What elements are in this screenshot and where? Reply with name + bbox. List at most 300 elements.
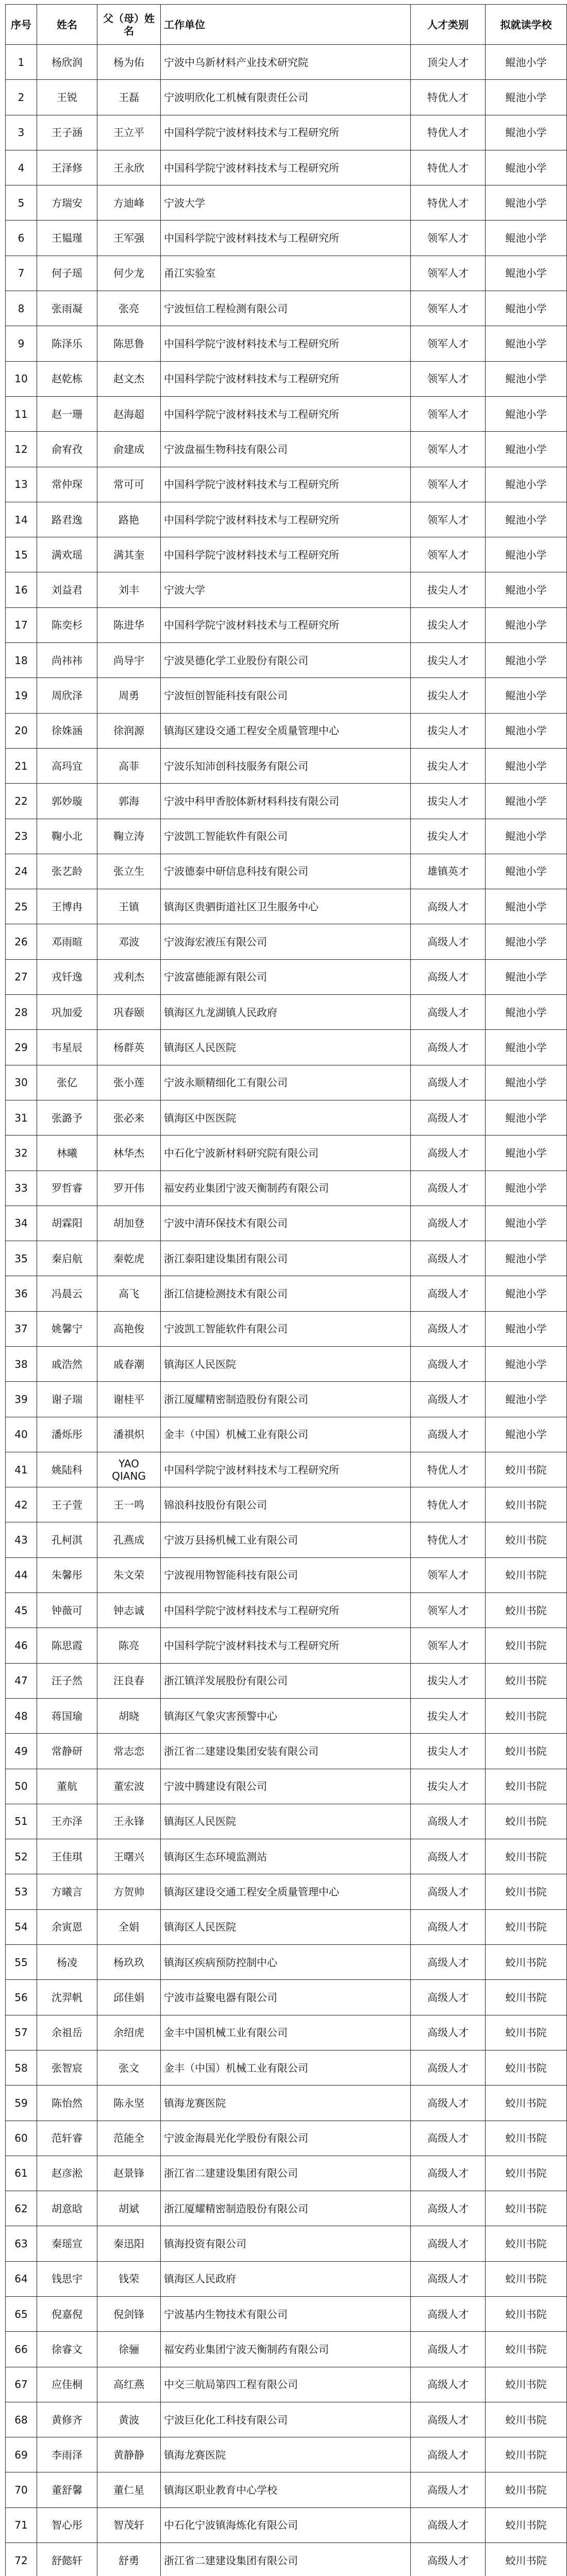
row-unit: 宁波视用物智能科技有限公司 — [161, 1557, 411, 1592]
row-no: 4 — [6, 150, 37, 185]
row-no: 7 — [6, 256, 37, 291]
row-type: 拔尖人才 — [411, 819, 486, 854]
row-school: 蛟川书院 — [486, 1522, 567, 1557]
row-school: 鲲池小学 — [486, 713, 567, 748]
row-school: 蛟川书院 — [486, 2156, 567, 2191]
row-no: 22 — [6, 784, 37, 819]
row-school: 鲲池小学 — [486, 995, 567, 1030]
table-row — [6, 396, 567, 431]
row-school: 鲲池小学 — [486, 854, 567, 889]
table-row — [6, 2121, 567, 2156]
row-type: 高级人才 — [411, 2507, 486, 2543]
row-school: 鲲池小学 — [486, 607, 567, 642]
row-no: 17 — [6, 607, 37, 642]
row-unit: 宁波恒信工程检测有限公司 — [161, 291, 411, 326]
row-no: 21 — [6, 748, 37, 783]
row-parent: 王永欣 — [97, 150, 161, 185]
header-type: 人才类别 — [411, 5, 486, 45]
row-no: 38 — [6, 1346, 37, 1381]
row-name: 徐睿文 — [37, 2332, 97, 2367]
row-parent: 朱文荣 — [97, 1557, 161, 1592]
row-school: 鲲池小学 — [486, 1171, 567, 1206]
row-name: 刘益君 — [37, 572, 97, 607]
row-school: 鲲池小学 — [486, 572, 567, 607]
row-name: 冯晨云 — [37, 1276, 97, 1311]
table-row — [6, 1136, 567, 1171]
table-row — [6, 1417, 567, 1452]
row-school: 鲲池小学 — [486, 1311, 567, 1346]
table-row — [6, 256, 567, 291]
row-unit: 中国科学院宁波材料技术与工程研究所 — [161, 326, 411, 361]
row-school: 蛟川书院 — [486, 1663, 567, 1698]
table-row — [6, 1452, 567, 1487]
row-no: 13 — [6, 467, 37, 502]
row-type: 特优人才 — [411, 1522, 486, 1557]
row-name: 孔柯淇 — [37, 1522, 97, 1557]
row-parent: 全娟 — [97, 1909, 161, 1944]
row-unit: 浙江泰阳建设集团有限公司 — [161, 1241, 411, 1276]
row-school: 蛟川书院 — [486, 1839, 567, 1874]
row-type: 领军人才 — [411, 326, 486, 361]
row-unit: 宁波盘福生物科技有限公司 — [161, 432, 411, 467]
row-unit: 宁波大学 — [161, 572, 411, 607]
row-no: 43 — [6, 1522, 37, 1557]
row-unit: 浙江信捷检测技术有限公司 — [161, 1276, 411, 1311]
table-row — [6, 1065, 567, 1100]
table-row — [6, 1698, 567, 1733]
row-type: 高级人才 — [411, 1382, 486, 1417]
row-type: 高级人才 — [411, 1311, 486, 1346]
row-name: 周欣泽 — [37, 678, 97, 713]
row-unit: 中国科学院宁波材料技术与工程研究所 — [161, 502, 411, 537]
row-unit: 中石化宁波镇海炼化有限公司 — [161, 2507, 411, 2543]
row-name: 王子萱 — [37, 1487, 97, 1522]
row-parent: 陈亮 — [97, 1628, 161, 1663]
talent-children-table — [5, 4, 567, 2576]
row-type: 特优人才 — [411, 1487, 486, 1522]
row-school: 鲲池小学 — [486, 80, 567, 115]
row-school: 蛟川书院 — [486, 2332, 567, 2367]
table-row — [6, 572, 567, 607]
row-type: 高级人才 — [411, 1417, 486, 1452]
row-no: 57 — [6, 2015, 37, 2050]
row-name: 赵一珊 — [37, 396, 97, 431]
row-no: 45 — [6, 1593, 37, 1628]
row-no: 31 — [6, 1100, 37, 1135]
table-row — [6, 2050, 567, 2085]
row-type: 高级人才 — [411, 1909, 486, 1944]
row-no: 15 — [6, 537, 37, 572]
row-type: 特优人才 — [411, 150, 486, 185]
row-unit: 中国科学院宁波材料技术与工程研究所 — [161, 115, 411, 150]
row-school: 鲲池小学 — [486, 1382, 567, 1417]
table-row — [6, 291, 567, 326]
row-name: 董舒馨 — [37, 2472, 97, 2507]
row-type: 特优人才 — [411, 1452, 486, 1487]
row-name: 王锐 — [37, 80, 97, 115]
row-type: 领军人才 — [411, 432, 486, 467]
row-school: 蛟川书院 — [486, 2015, 567, 2050]
row-no: 50 — [6, 1769, 37, 1804]
row-no: 48 — [6, 1698, 37, 1733]
row-no: 6 — [6, 221, 37, 256]
row-parent: 刘丰 — [97, 572, 161, 607]
row-no: 46 — [6, 1628, 37, 1663]
row-school: 鲲池小学 — [486, 291, 567, 326]
table-row — [6, 1030, 567, 1065]
row-unit: 镇海投资有限公司 — [161, 2226, 411, 2261]
table-row — [6, 1593, 567, 1628]
row-school: 鲲池小学 — [486, 889, 567, 924]
row-parent: 倪剑锋 — [97, 2297, 161, 2332]
row-no: 39 — [6, 1382, 37, 1417]
row-school: 蛟川书院 — [486, 2086, 567, 2121]
row-type: 高级人才 — [411, 1030, 486, 1065]
row-school: 蛟川书院 — [486, 1698, 567, 1733]
row-name: 胡意晗 — [37, 2191, 97, 2226]
row-no: 53 — [6, 1874, 37, 1909]
row-parent: 高菲 — [97, 748, 161, 783]
row-parent: 张文 — [97, 2050, 161, 2085]
table-row — [6, 361, 567, 396]
row-type: 拔尖人才 — [411, 1698, 486, 1733]
row-parent: 赵海超 — [97, 396, 161, 431]
row-no: 33 — [6, 1171, 37, 1206]
row-unit: 镇海区人民政府 — [161, 2261, 411, 2296]
row-name: 蒋国瑜 — [37, 1698, 97, 1733]
row-name: 钟薇可 — [37, 1593, 97, 1628]
row-parent: 赵文杰 — [97, 361, 161, 396]
row-type: 特优人才 — [411, 80, 486, 115]
row-type: 拔尖人才 — [411, 1734, 486, 1769]
row-name: 秦启航 — [37, 1241, 97, 1276]
row-school: 鲲池小学 — [486, 959, 567, 994]
row-parent: 陈进华 — [97, 607, 161, 642]
table-row — [6, 80, 567, 115]
table-row — [6, 2472, 567, 2507]
row-no: 49 — [6, 1734, 37, 1769]
row-school: 鲲池小学 — [486, 819, 567, 854]
row-parent: 杨为佑 — [97, 45, 161, 80]
row-no: 11 — [6, 396, 37, 431]
row-parent: 孔燕成 — [97, 1522, 161, 1557]
row-name: 邓雨暄 — [37, 924, 97, 959]
row-no: 35 — [6, 1241, 37, 1276]
row-name: 王博冉 — [37, 889, 97, 924]
row-school: 蛟川书院 — [486, 2507, 567, 2543]
row-name: 姚馨宁 — [37, 1311, 97, 1346]
row-school: 鲲池小学 — [486, 361, 567, 396]
row-name: 倪嘉倪 — [37, 2297, 97, 2332]
row-type: 高级人才 — [411, 924, 486, 959]
row-no: 59 — [6, 2086, 37, 2121]
row-no: 14 — [6, 502, 37, 537]
row-no: 51 — [6, 1804, 37, 1839]
table-row — [6, 607, 567, 642]
row-unit: 宁波恒创智能科技有限公司 — [161, 678, 411, 713]
row-name: 姚陆科 — [37, 1452, 97, 1487]
table-row — [6, 115, 567, 150]
row-name: 潘烁彤 — [37, 1417, 97, 1452]
row-parent: 秦迅阳 — [97, 2226, 161, 2261]
row-unit: 中国科学院宁波材料技术与工程研究所 — [161, 1593, 411, 1628]
row-school: 蛟川书院 — [486, 1452, 567, 1487]
row-parent: 董宏波 — [97, 1769, 161, 1804]
row-no: 55 — [6, 1945, 37, 1980]
row-unit: 镇海龙赛医院 — [161, 2437, 411, 2472]
row-parent: 胡斌 — [97, 2191, 161, 2226]
row-unit: 浙江省二建建设集团有限公司 — [161, 2156, 411, 2191]
row-unit: 中国科学院宁波材料技术与工程研究所 — [161, 221, 411, 256]
row-parent: 常可可 — [97, 467, 161, 502]
header-unit: 工作单位 — [161, 5, 411, 45]
row-type: 领军人才 — [411, 537, 486, 572]
row-type: 高级人才 — [411, 2402, 486, 2437]
row-no: 23 — [6, 819, 37, 854]
row-parent: 张小莲 — [97, 1065, 161, 1100]
row-no: 8 — [6, 291, 37, 326]
row-type: 拔尖人才 — [411, 1663, 486, 1698]
row-school: 蛟川书院 — [486, 1593, 567, 1628]
table-row — [6, 959, 567, 994]
table-row — [6, 432, 567, 467]
table-row — [6, 502, 567, 537]
row-parent: 高红燕 — [97, 2367, 161, 2402]
row-school: 蛟川书院 — [486, 1557, 567, 1592]
row-name: 杨凌 — [37, 1945, 97, 1980]
row-parent: 戚春潮 — [97, 1346, 161, 1381]
row-type: 雄镇英才 — [411, 854, 486, 889]
row-name: 常仲琛 — [37, 467, 97, 502]
row-type: 特优人才 — [411, 115, 486, 150]
row-no: 47 — [6, 1663, 37, 1698]
row-parent: 赵景锋 — [97, 2156, 161, 2191]
row-unit: 宁波乐知沛创科技服务有限公司 — [161, 748, 411, 783]
row-name: 王子涵 — [37, 115, 97, 150]
table-row — [6, 537, 567, 572]
row-parent: 徐骊 — [97, 2332, 161, 2367]
table-row — [6, 1346, 567, 1381]
table-row — [6, 713, 567, 748]
row-school: 鲲池小学 — [486, 326, 567, 361]
row-no: 40 — [6, 1417, 37, 1452]
row-type: 高级人才 — [411, 889, 486, 924]
row-school: 鲲池小学 — [486, 784, 567, 819]
row-type: 拔尖人才 — [411, 713, 486, 748]
row-school: 鲲池小学 — [486, 1065, 567, 1100]
row-school: 蛟川书院 — [486, 1804, 567, 1839]
table-row — [6, 2015, 567, 2050]
row-unit: 宁波中清环保技术有限公司 — [161, 1206, 411, 1241]
row-name: 赵乾栋 — [37, 361, 97, 396]
row-name: 张潞予 — [37, 1100, 97, 1135]
row-parent: 方迪峰 — [97, 185, 161, 221]
row-school: 鲲池小学 — [486, 1136, 567, 1171]
row-parent: 智茂轩 — [97, 2507, 161, 2543]
row-unit: 镇海区人民医院 — [161, 1909, 411, 1944]
row-name: 郭妙璇 — [37, 784, 97, 819]
row-type: 高级人才 — [411, 2472, 486, 2507]
row-type: 领军人才 — [411, 1628, 486, 1663]
row-type: 高级人才 — [411, 2297, 486, 2332]
row-name: 汪子然 — [37, 1663, 97, 1698]
row-type: 高级人才 — [411, 2086, 486, 2121]
row-parent: 董仁星 — [97, 2472, 161, 2507]
row-parent: 鞠立涛 — [97, 819, 161, 854]
row-school: 鲲池小学 — [486, 432, 567, 467]
row-unit: 宁波巨化化工科技有限公司 — [161, 2402, 411, 2437]
row-school: 鲲池小学 — [486, 1100, 567, 1135]
row-type: 高级人才 — [411, 2191, 486, 2226]
row-no: 69 — [6, 2437, 37, 2472]
header-name: 姓名 — [37, 5, 97, 45]
row-unit: 镇海区人民医院 — [161, 1346, 411, 1381]
row-school: 蛟川书院 — [486, 1769, 567, 1804]
row-school: 蛟川书院 — [486, 1945, 567, 1980]
row-no: 72 — [6, 2543, 37, 2576]
row-type: 拔尖人才 — [411, 1769, 486, 1804]
row-unit: 镇海区生态环境监测站 — [161, 1839, 411, 1874]
row-type: 领军人才 — [411, 396, 486, 431]
row-no: 19 — [6, 678, 37, 713]
row-parent: 张必来 — [97, 1100, 161, 1135]
row-unit: 金丰中国机械工业有限公司 — [161, 2015, 411, 2050]
row-type: 领军人才 — [411, 502, 486, 537]
row-type: 高级人才 — [411, 2261, 486, 2296]
row-name: 方瑞安 — [37, 185, 97, 221]
row-parent: YAO QIANG — [97, 1452, 161, 1487]
row-name: 鞠小北 — [37, 819, 97, 854]
row-no: 32 — [6, 1136, 37, 1171]
row-name: 范轩睿 — [37, 2121, 97, 2156]
row-no: 70 — [6, 2472, 37, 2507]
row-parent: 邱佳娟 — [97, 1980, 161, 2015]
row-name: 张艺龄 — [37, 854, 97, 889]
row-unit: 镇海区贵驷街道社区卫生服务中心 — [161, 889, 411, 924]
row-unit: 中国科学院宁波材料技术与工程研究所 — [161, 1452, 411, 1487]
row-unit: 甬江实验室 — [161, 256, 411, 291]
row-no: 67 — [6, 2367, 37, 2402]
table-row — [6, 819, 567, 854]
row-unit: 宁波凯工智能软件有限公司 — [161, 1311, 411, 1346]
table-row — [6, 1804, 567, 1839]
row-no: 28 — [6, 995, 37, 1030]
row-type: 高级人才 — [411, 2543, 486, 2576]
row-parent: 王立平 — [97, 115, 161, 150]
row-type: 高级人才 — [411, 1804, 486, 1839]
row-no: 36 — [6, 1276, 37, 1311]
row-parent: 黄静静 — [97, 2437, 161, 2472]
row-school: 鲲池小学 — [486, 502, 567, 537]
row-school: 蛟川书院 — [486, 2437, 567, 2472]
row-no: 52 — [6, 1839, 37, 1874]
table-row — [6, 1980, 567, 2015]
table-row — [6, 2226, 567, 2261]
row-no: 30 — [6, 1065, 37, 1100]
table-row — [6, 1100, 567, 1135]
row-type: 高级人才 — [411, 1136, 486, 1171]
row-no: 1 — [6, 45, 37, 80]
row-name: 黄修齐 — [37, 2402, 97, 2437]
row-name: 余寅恩 — [37, 1909, 97, 1944]
row-type: 拔尖人才 — [411, 643, 486, 678]
row-school: 蛟川书院 — [486, 2297, 567, 2332]
row-no: 44 — [6, 1557, 37, 1592]
row-no: 58 — [6, 2050, 37, 2085]
table-row — [6, 1909, 567, 1944]
row-type: 高级人才 — [411, 995, 486, 1030]
row-name: 董航 — [37, 1769, 97, 1804]
header-school: 拟就读学校 — [486, 5, 567, 45]
row-type: 高级人才 — [411, 1945, 486, 1980]
row-unit: 中石化宁波新材料研究院有限公司 — [161, 1136, 411, 1171]
row-parent: 余绍虎 — [97, 2015, 161, 2050]
row-parent: 常志恋 — [97, 1734, 161, 1769]
row-type: 特优人才 — [411, 185, 486, 221]
row-name: 罗哲睿 — [37, 1171, 97, 1206]
row-school: 蛟川书院 — [486, 2121, 567, 2156]
row-name: 尚祎祎 — [37, 643, 97, 678]
row-type: 高级人才 — [411, 1206, 486, 1241]
row-no: 12 — [6, 432, 37, 467]
row-name: 何子瑶 — [37, 256, 97, 291]
row-type: 拔尖人才 — [411, 678, 486, 713]
row-school: 蛟川书院 — [486, 1874, 567, 1909]
row-no: 60 — [6, 2121, 37, 2156]
row-parent: 周勇 — [97, 678, 161, 713]
table-row — [6, 2086, 567, 2121]
row-no: 41 — [6, 1452, 37, 1487]
table-row — [6, 889, 567, 924]
row-name: 俞宥孜 — [37, 432, 97, 467]
row-name: 钱思宇 — [37, 2261, 97, 2296]
row-parent: 王镇 — [97, 889, 161, 924]
row-unit: 镇海区中医医院 — [161, 1100, 411, 1135]
row-type: 领军人才 — [411, 256, 486, 291]
row-no: 66 — [6, 2332, 37, 2367]
row-school: 鲲池小学 — [486, 1417, 567, 1452]
row-no: 3 — [6, 115, 37, 150]
row-school: 鲲池小学 — [486, 115, 567, 150]
row-type: 高级人才 — [411, 2367, 486, 2402]
row-school: 蛟川书院 — [486, 2226, 567, 2261]
row-unit: 宁波大学 — [161, 185, 411, 221]
table-row — [6, 1382, 567, 1417]
row-no: 71 — [6, 2507, 37, 2543]
table-row — [6, 1839, 567, 1874]
row-school: 鲲池小学 — [486, 748, 567, 783]
row-parent: 张立生 — [97, 854, 161, 889]
row-type: 拔尖人才 — [411, 748, 486, 783]
row-school: 鲲池小学 — [486, 678, 567, 713]
table-row — [6, 2367, 567, 2402]
row-type: 高级人才 — [411, 1100, 486, 1135]
table-row — [6, 2191, 567, 2226]
row-parent: 胡加登 — [97, 1206, 161, 1241]
row-unit: 镇海区建设交通工程安全质量管理中心 — [161, 713, 411, 748]
row-unit: 镇海区人民医院 — [161, 1030, 411, 1065]
row-unit: 镇海区疾病预防控制中心 — [161, 1945, 411, 1980]
row-school: 蛟川书院 — [486, 2402, 567, 2437]
table-row — [6, 221, 567, 256]
row-type: 拔尖人才 — [411, 572, 486, 607]
row-school: 鲲池小学 — [486, 537, 567, 572]
row-unit: 锦浪科技股份有限公司 — [161, 1487, 411, 1522]
row-school: 鲲池小学 — [486, 1030, 567, 1065]
row-school: 蛟川书院 — [486, 2543, 567, 2576]
row-school: 鲲池小学 — [486, 185, 567, 221]
row-name: 张亿 — [37, 1065, 97, 1100]
